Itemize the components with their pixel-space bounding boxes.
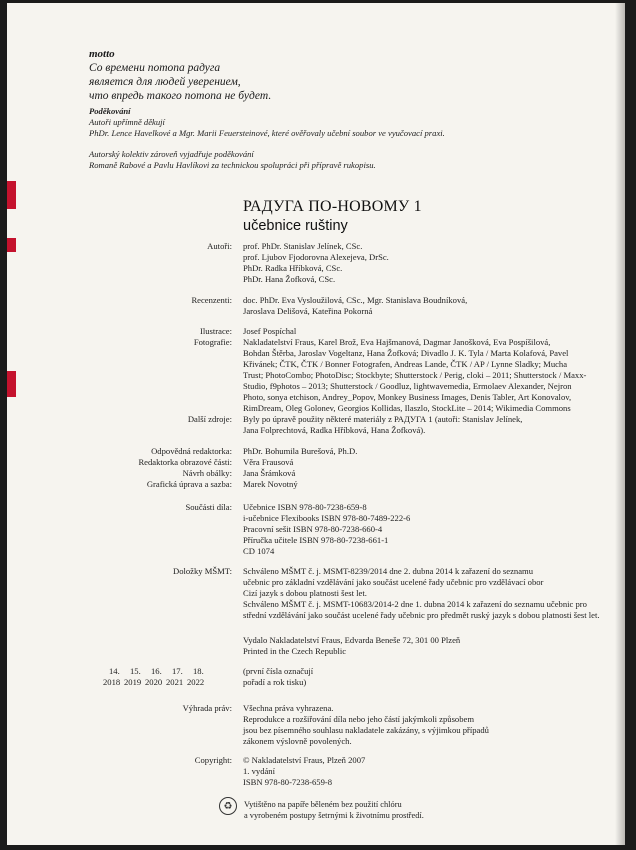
- parts-item: Pracovní sešit ISBN 978-80-7238-660-4: [243, 524, 383, 534]
- reviewers-list: [243, 295, 625, 317]
- authors-list: [243, 241, 625, 285]
- book-page: [7, 3, 625, 845]
- publisher-line: Vydalo Nakladatelství Fraus, Edvarda Beneše 72, 301 00 Plzeň: [243, 635, 461, 645]
- editors-values: [243, 446, 625, 490]
- rights-text: [243, 703, 625, 747]
- parts-item: Učebnice ISBN 978-80-7238-659-8: [243, 502, 367, 512]
- publisher-info: [243, 635, 625, 657]
- photos-line: Studio, f9photos – 2013; Shutterstock / Goodluz, lightwavemedia, Ermolaev Alexander, Nejron: [243, 381, 572, 391]
- parts-item: Příručka učitele ISBN 978-80-7238-661-1: [243, 535, 389, 545]
- print-note-line: pořadí a rok tisku): [243, 677, 307, 687]
- recycling-logo-icon: ♻: [219, 797, 237, 815]
- msmt-line: učebnic pro základní vzdělávání jako součást ucelené řady učebnic pro vzdělávací obor: [243, 577, 544, 587]
- page-shadow: [615, 3, 625, 845]
- motto-line: является для людей уверением,: [89, 76, 241, 88]
- author-name: PhDr. Hana Žofková, CSc.: [243, 274, 336, 284]
- authors-label: Autoři:: [207, 241, 232, 251]
- print-number: 17.: [172, 666, 183, 676]
- sources-list: [243, 414, 625, 436]
- photos-line: Trust; PhotoCombo; PhotoDisc; Stockbyte; Shutterstock / Perig, cloki – 2011; Shutterstock / Maxx-: [243, 370, 587, 380]
- eco-note: [244, 799, 424, 821]
- editor-role: Odpovědná redaktorka:: [151, 446, 232, 456]
- rights-line: Všechna práva vyhrazena.: [243, 703, 334, 713]
- msmt-line: střední vzdělávání jako součást ucelené řady učebnic pro předmět ruský jazyk s dobou platnosti šest let.: [243, 610, 600, 620]
- msmt-line: Cizí jazyk s dobou platnosti šest let.: [243, 588, 367, 598]
- book-subtitle: učebnice ruštiny: [243, 218, 348, 234]
- reviewers-label: Recenzenti:: [191, 295, 232, 305]
- motto-line: что впредь такого потопа не будет.: [89, 90, 272, 102]
- editors-labels: [32, 446, 232, 490]
- editor-name: Marek Novotný: [243, 479, 298, 489]
- photos-line: Photo, sonya etchison, Andrey_Popov, Monkey Business Images, Denis Tabler, Art Konovalov,: [243, 392, 572, 402]
- print-number: 18.: [193, 666, 204, 676]
- photos-line: RimDream, Oleg Golonev, Georgios Kollidas, Ilaszlo, StockLite – 2014; Wikimedia Commons: [243, 403, 571, 413]
- motto-heading: motto: [89, 48, 115, 60]
- print-year: 2018: [103, 677, 121, 687]
- copyright-line: 1. vydání: [243, 766, 275, 776]
- msmt-label: Doložky MŠMT:: [172, 566, 232, 576]
- parts-item: i-učebnice Flexibooks ISBN 978-80-7489-222-6: [243, 513, 411, 523]
- copyright-text: [243, 755, 625, 788]
- sources-line: Jana Folprechtová, Radka Hříbková, Hana Žofková).: [243, 425, 426, 435]
- print-numbers: [103, 666, 214, 688]
- publisher-line: Printed in the Czech Republic: [243, 646, 347, 656]
- edge-mark-red: [7, 238, 16, 252]
- motto-line: Со времени потопа радуга: [89, 62, 221, 74]
- msmt-line: Schváleno MŠMT č. j. MSMT-8239/2014 dne 2. dubna 2014 k zařazení do seznamu: [243, 566, 533, 576]
- print-year: 2021: [166, 677, 184, 687]
- acknowledgements-heading: Poděkování: [89, 106, 131, 116]
- parts-list: [243, 502, 625, 557]
- photos-line: Nakladatelství Fraus, Karel Brož, Eva Hajšmanová, Dagmar Janošková, Eva Pospíšilová,: [243, 337, 551, 347]
- rights-label: Výhrada práv:: [182, 703, 232, 713]
- print-number: 16.: [151, 666, 162, 676]
- illustration-label: Ilustrace:: [200, 326, 232, 336]
- eco-line: a vyrobeném postupy šetrnými k životnímu prostředí.: [244, 811, 424, 820]
- editor-role: Grafická úprava a sazba:: [146, 479, 232, 489]
- reviewers-line: doc. PhDr. Eva Vysloužilová, CSc., Mgr. Stanislava Boudníková,: [243, 295, 468, 305]
- photos-list: [243, 337, 625, 414]
- msmt-list: [243, 566, 625, 621]
- sources-label: Další zdroje:: [187, 414, 232, 424]
- acknowledgements-line: Autoři upřímně děkují: [89, 117, 165, 127]
- motto: [89, 47, 609, 103]
- parts-label: Součásti díla:: [185, 502, 232, 512]
- editor-name: Jana Šrámková: [243, 468, 296, 478]
- author-name: PhDr. Radka Hříbková, CSc.: [243, 263, 343, 273]
- print-year: 2019: [124, 677, 142, 687]
- edge-mark-red: [7, 371, 16, 397]
- photos-line: Bohdan Štěrba, Jaroslav Vogeltanz, Hana Žofková; Divadlo J. K. Tyla / Marta Kolafová, Pavel: [243, 348, 569, 358]
- photos-label: Fotografie:: [193, 337, 232, 347]
- copyright-label: Copyright:: [194, 755, 232, 765]
- author-name: prof. Ljubov Fjodorovna Alexejeva, DrSc.: [243, 252, 389, 262]
- print-number: 15.: [130, 666, 141, 676]
- editor-name: Věra Frausová: [243, 457, 294, 467]
- rights-line: Reprodukce a rozšiřování díla nebo jeho částí jakýmkoli způsobem: [243, 714, 475, 724]
- parts-item: CD 1074: [243, 546, 275, 556]
- print-year: 2020: [145, 677, 163, 687]
- book-title: РАДУГА ПО-НОВОМУ 1: [243, 198, 422, 215]
- editor-role: Návrh obálky:: [182, 468, 232, 478]
- editor-name: PhDr. Bohumila Burešová, Ph.D.: [243, 446, 358, 456]
- print-note-line: (první čísla označují: [243, 666, 314, 676]
- print-year: 2022: [187, 677, 205, 687]
- copyright-line: ISBN 978-80-7238-659-8: [243, 777, 333, 787]
- collective-thanks-line: Romaně Rabové a Pavlu Havlíkovi za technickou spolupráci při přípravě rukopisu.: [89, 160, 376, 170]
- print-number: 14.: [109, 666, 120, 676]
- edge-mark-red: [7, 181, 16, 209]
- msmt-line: Schváleno MŠMT č. j. MSMT-10683/2014-2 dne 1. dubna 2014 k zařazení do seznamu učebnic pro: [243, 599, 587, 609]
- illustration-value: Josef Pospíchal: [243, 326, 297, 336]
- reviewers-line: Jaroslava Delišová, Kateřina Pokorná: [243, 306, 373, 316]
- acknowledgements: [89, 106, 609, 139]
- collective-thanks-line: Autorský kolektiv zároveň vyjadřuje poděkování: [89, 149, 254, 159]
- photos-line: Křivánek; ČTK, ČTK / Bonner Fotografen, Andreas Lande, ČTK / AP / Lynne Sladky; Mucha: [243, 359, 568, 369]
- rights-line: jsou bez písemného souhlasu nakladatele zakázány, s výjimkou případů: [243, 725, 489, 735]
- editor-role: Redaktorka obrazové části:: [138, 457, 232, 467]
- acknowledgements-line: PhDr. Lence Havelkové a Mgr. Marii Feuersteinové, které ověřovaly učební soubor ve vyučovací praxi.: [89, 128, 445, 138]
- rights-line: zákonem výslovně povolených.: [243, 736, 352, 746]
- sources-line: Byly po úpravě použity některé materiály z РАДУГА 1 (autoři: Stanislav Jelínek,: [243, 414, 523, 424]
- eco-line: Vytištěno na papíře běleném bez použití chlóru: [244, 800, 402, 809]
- author-name: prof. PhDr. Stanislav Jelínek, CSc.: [243, 241, 363, 251]
- print-note: [243, 666, 625, 688]
- collective-thanks: [89, 149, 609, 171]
- copyright-line: © Nakladatelství Fraus, Plzeň 2007: [243, 755, 366, 765]
